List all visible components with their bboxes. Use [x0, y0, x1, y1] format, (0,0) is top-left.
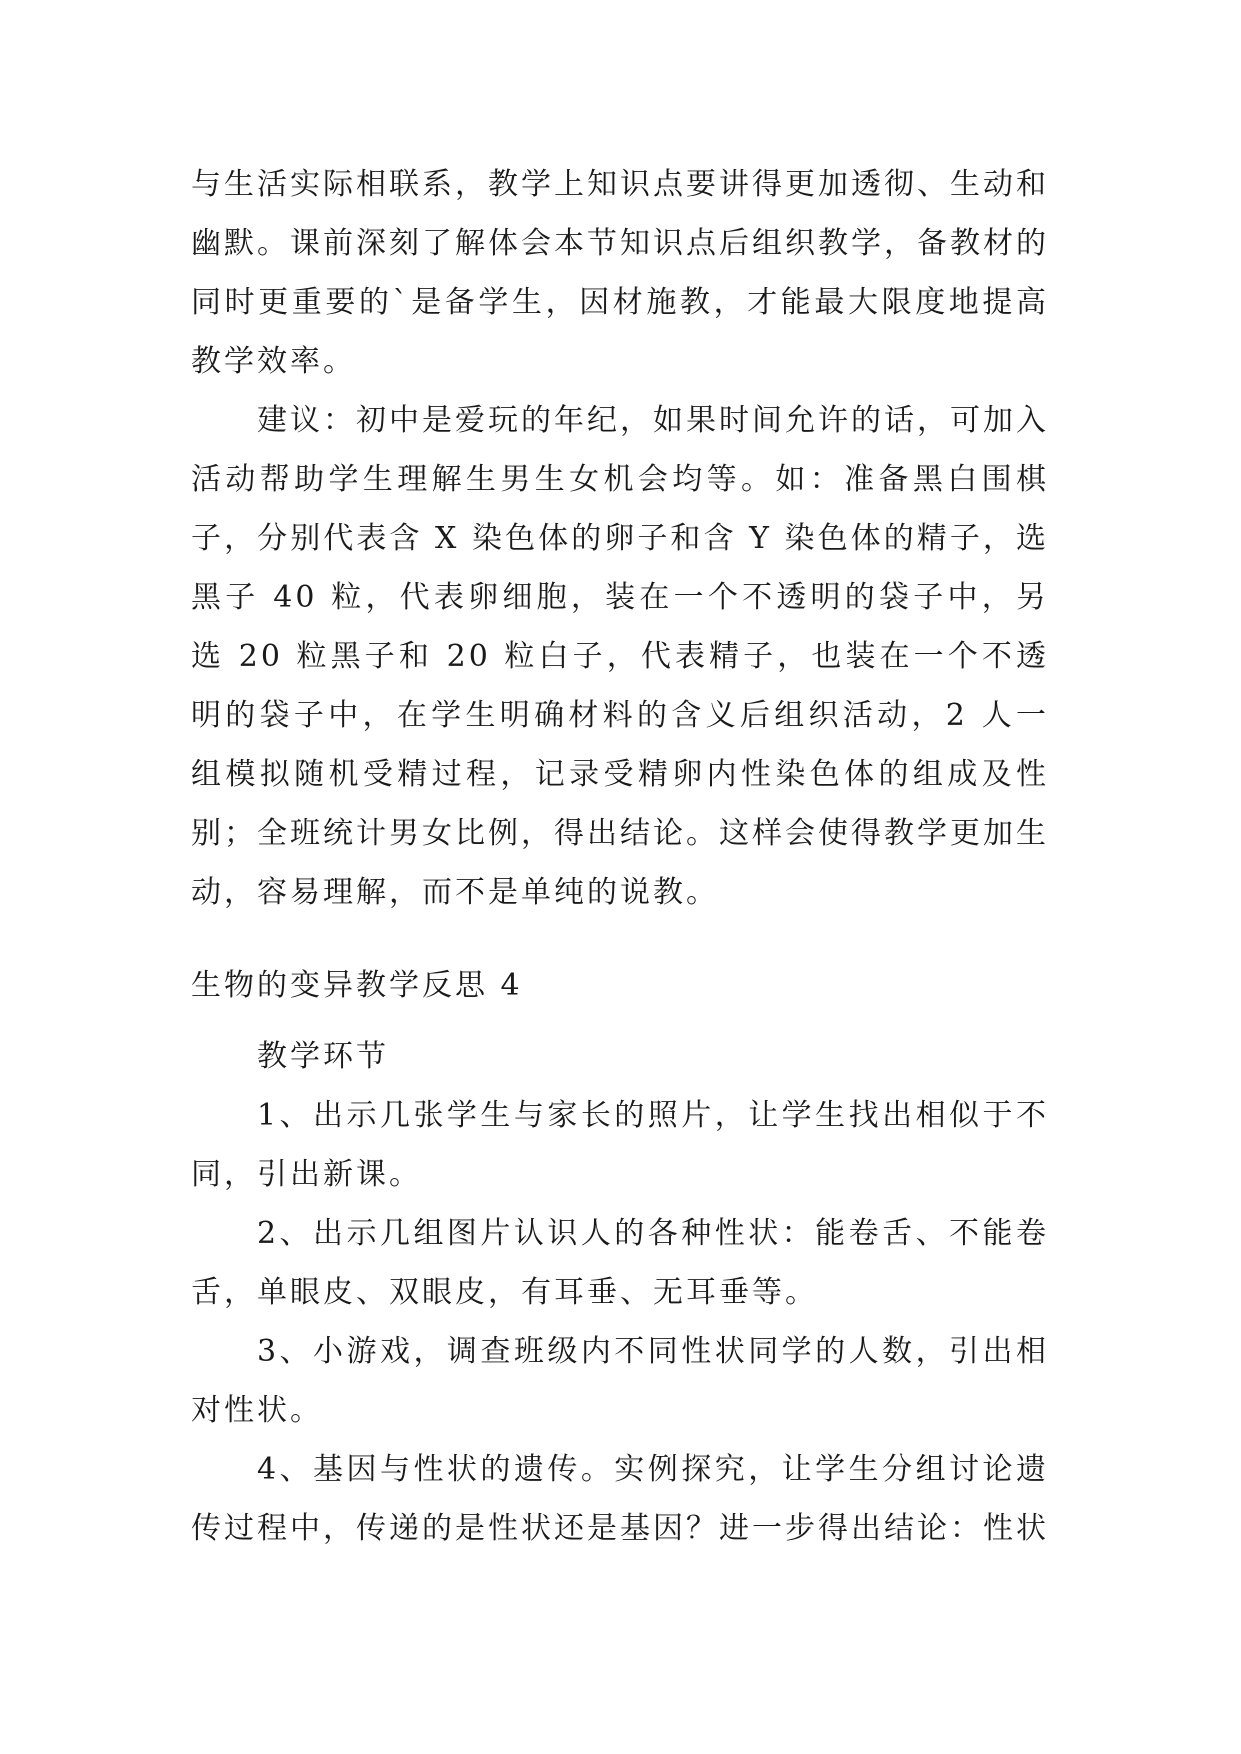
paragraph: 4、基因与性状的遗传。实例探究，让学生分组讨论遗传过程中，传递的是性状还是基因？进一步得出结论：性状 — [191, 1452, 1049, 1546]
paragraph: 2、出示几组图片认识人的各种性状：能卷舌、不能卷舌，单眼皮、双眼皮，有耳垂、无耳垂等。 — [191, 1216, 1049, 1310]
section-heading: 生物的变异教学反思 4 — [191, 968, 523, 1003]
paragraph: 教学环节 — [257, 1039, 389, 1074]
paragraph: 3、小游戏，调查班级内不同性状同学的人数，引出相对性状。 — [191, 1334, 1049, 1428]
body-text-lower — [191, 1027, 1049, 1558]
paragraph: 1、出示几张学生与家长的照片，让学生找出相似于不同，引出新课。 — [191, 1098, 1049, 1192]
paragraph: 与生活实际相联系，教学上知识点要讲得更加透彻、生动和幽默。课前深刻了解体会本节知识点后组织教学，备教材的同时更重要的`是备学生，因材施教，才能最大限度地提高教学效率。 — [191, 167, 1049, 379]
paragraph: 建议：初中是爱玩的年纪，如果时间允许的话，可加入活动帮助学生理解生男生女机会均等。如：准备黑白围棋子，分别代表含 X 染色体的卵子和含 Y 染色体的精子，选黑子 40 粒，代表卵细胞，装在一个不透明的袋子中，另选 20 粒黑子和 20 粒白子，代表精子，也装在一个不透明的袋子中，在学生明确材料的含义后组织活动，2 人一组模拟随机受精过程，记录受精卵内性染色体的组成及性别；全班统计男女比例，得出结论。这样会使得教学更加生动，容易理解，而不是单纯的说教。 — [191, 403, 1049, 910]
body-text-upper — [191, 155, 1049, 922]
